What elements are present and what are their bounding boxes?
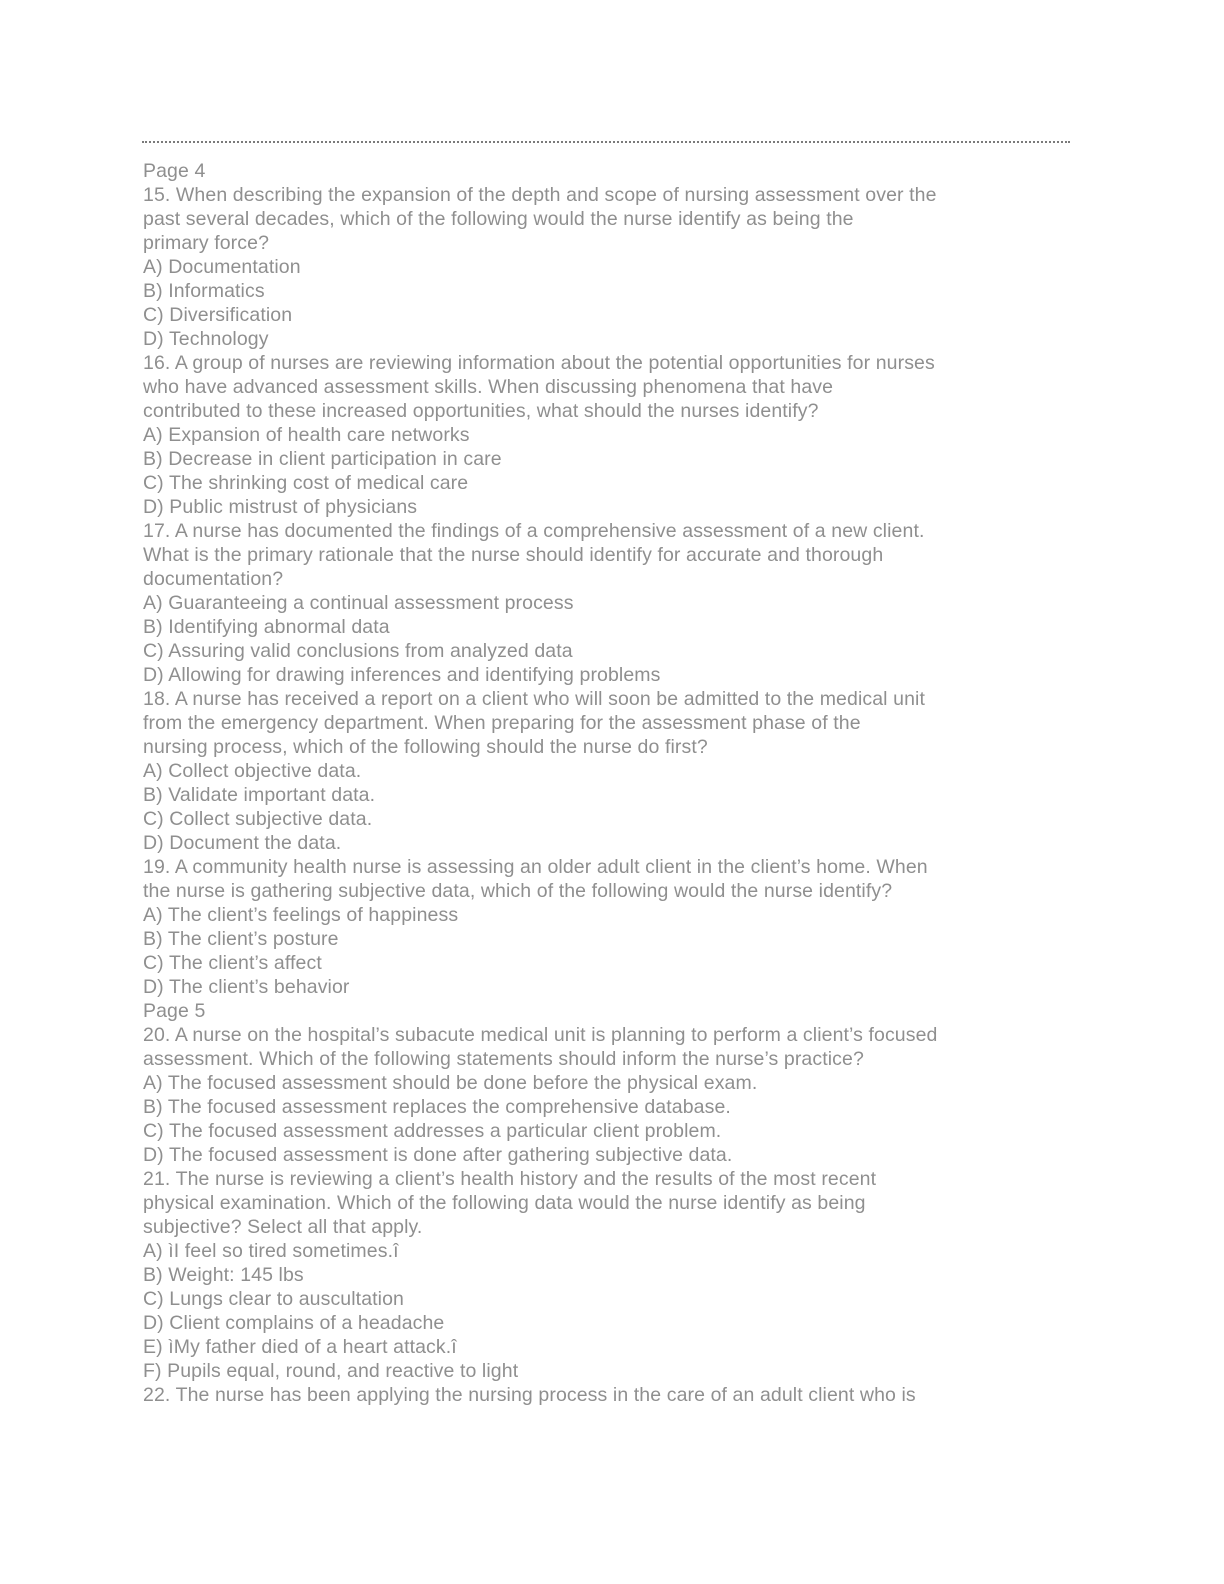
page-label: Page 4: [143, 160, 206, 182]
question-17-line-2: What is the primary rationale that the nurse should identify for accurate and thorough: [143, 544, 884, 566]
answer-option: C) The focused assessment addresses a particular client problem.: [143, 1120, 722, 1142]
answer-option: D) Client complains of a headache: [143, 1312, 445, 1334]
page-label: Page 5: [143, 1000, 206, 1022]
answer-option: B) Weight: 145 lbs: [143, 1264, 304, 1286]
answer-option: A) Guaranteeing a continual assessment process: [143, 592, 574, 614]
answer-option: C) Assuring valid conclusions from analyzed data: [143, 640, 573, 662]
question-15-line-1: 15. When describing the expansion of the depth and scope of nursing assessment over the: [143, 184, 937, 206]
answer-option: B) Validate important data.: [143, 784, 376, 806]
answer-option: C) Diversification: [143, 304, 293, 326]
answer-option: C) Collect subjective data.: [143, 808, 373, 830]
answer-option: D) The focused assessment is done after gathering subjective data.: [143, 1144, 733, 1166]
question-21-line-1: 21. The nurse is reviewing a client’s health history and the results of the most recent: [143, 1168, 877, 1190]
question-19-line-1: 19. A community health nurse is assessing an older adult client in the client’s home. When: [143, 856, 928, 878]
question-17-line-3: documentation?: [143, 568, 284, 590]
answer-option: B) The client’s posture: [143, 928, 339, 950]
answer-option: B) Informatics: [143, 280, 265, 302]
answer-option: C) The shrinking cost of medical care: [143, 472, 469, 494]
answer-option: C) The client’s affect: [143, 952, 322, 974]
question-22-line-1: 22. The nurse has been applying the nursing process in the care of an adult client who is: [143, 1384, 916, 1406]
question-18-line-1: 18. A nurse has received a report on a client who will soon be admitted to the medical unit: [143, 688, 925, 710]
question-21-line-3: subjective? Select all that apply.: [143, 1216, 423, 1238]
question-16-line-2: who have advanced assessment skills. When discussing phenomena that have: [143, 376, 834, 398]
question-18-line-3: nursing process, which of the following should the nurse do first?: [143, 736, 708, 758]
question-15-line-2: past several decades, which of the following would the nurse identify as being the: [143, 208, 854, 230]
answer-option: E) ìMy father died of a heart attack.î: [143, 1336, 457, 1358]
answer-option: C) Lungs clear to auscultation: [143, 1288, 404, 1310]
answer-option: A) ìI feel so tired sometimes.î: [143, 1240, 399, 1262]
question-19-line-2: the nurse is gathering subjective data, which of the following would the nurse identify?: [143, 880, 893, 902]
answer-option: A) Collect objective data.: [143, 760, 362, 782]
answer-option: D) Document the data.: [143, 832, 342, 854]
answer-option: A) Expansion of health care networks: [143, 424, 470, 446]
question-17-line-1: 17. A nurse has documented the findings of a comprehensive assessment of a new client.: [143, 520, 925, 542]
answer-option: D) Public mistrust of physicians: [143, 496, 418, 518]
question-16-line-3: contributed to these increased opportunities, what should the nurses identify?: [143, 400, 819, 422]
document-body: [143, 159, 1043, 1407]
dotted-separator: [142, 141, 1070, 143]
answer-option: A) Documentation: [143, 256, 301, 278]
question-15-line-3: primary force?: [143, 232, 270, 254]
answer-option: B) The focused assessment replaces the comprehensive database.: [143, 1096, 731, 1118]
question-20-line-2: assessment. Which of the following statements should inform the nurse’s practice?: [143, 1048, 864, 1070]
question-21-line-2: physical examination. Which of the following data would the nurse identify as being: [143, 1192, 866, 1214]
answer-option: F) Pupils equal, round, and reactive to light: [143, 1360, 519, 1382]
answer-option: B) Decrease in client participation in care: [143, 448, 502, 470]
answer-option: A) The client’s feelings of happiness: [143, 904, 459, 926]
question-16-line-1: 16. A group of nurses are reviewing information about the potential opportunities for nurses: [143, 352, 935, 374]
answer-option: D) Technology: [143, 328, 269, 350]
answer-option: B) Identifying abnormal data: [143, 616, 390, 638]
question-20-line-1: 20. A nurse on the hospital’s subacute medical unit is planning to perform a client’s focused: [143, 1024, 938, 1046]
question-18-line-2: from the emergency department. When preparing for the assessment phase of the: [143, 712, 861, 734]
answer-option: A) The focused assessment should be done before the physical exam.: [143, 1072, 758, 1094]
answer-option: D) The client’s behavior: [143, 976, 350, 998]
answer-option: D) Allowing for drawing inferences and identifying problems: [143, 664, 661, 686]
